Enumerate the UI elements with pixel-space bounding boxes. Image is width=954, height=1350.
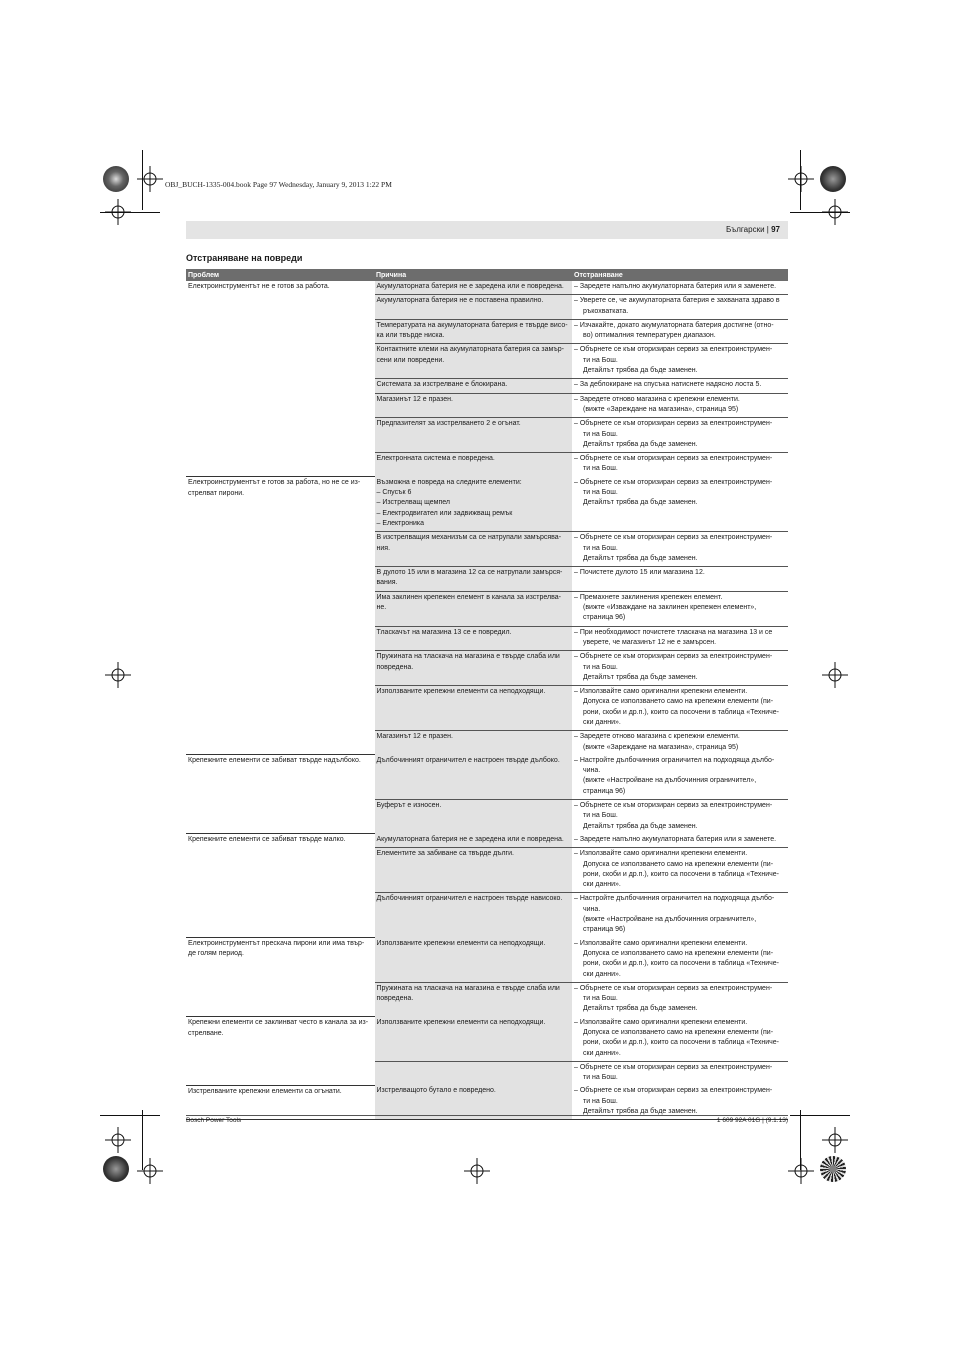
remedy-line: Използвайте само оригинални крепежни елементи. bbox=[579, 688, 748, 696]
remedy-item bbox=[574, 282, 786, 292]
registration-dot-icon bbox=[103, 1156, 129, 1182]
cause-cell bbox=[374, 982, 572, 1016]
remedy-item bbox=[574, 939, 786, 980]
remedy-cell bbox=[572, 418, 788, 453]
problem-cell bbox=[186, 281, 374, 477]
column-header-problem: Проблем bbox=[186, 269, 374, 281]
problem-line: стрелват пирони. bbox=[188, 489, 245, 497]
dash-bullet-icon: – bbox=[574, 688, 580, 696]
remedy-line: страница 96) bbox=[583, 614, 626, 622]
cause-line: Пружината на тласкача на магазина е твърде слаба или bbox=[376, 653, 560, 661]
dash-bullet-icon: – bbox=[574, 653, 580, 661]
registration-dot-icon bbox=[820, 1156, 846, 1182]
cause-line: не. bbox=[376, 604, 387, 612]
cause-cell bbox=[374, 319, 572, 344]
remedy-line: ски данни». bbox=[583, 970, 621, 978]
remedy-line: ти на Бош. bbox=[583, 663, 618, 671]
cause-line: Дълбочинният ограничител е настроен твърде дълбоко. bbox=[376, 756, 560, 764]
footer-doc-number: 1 609 92A 01G | (9.1.13) bbox=[716, 1117, 788, 1124]
cause-cell bbox=[374, 938, 572, 983]
remedy-cell bbox=[572, 393, 788, 418]
remedy-line: чина. bbox=[583, 905, 601, 913]
remedy-line: Детайлът трябва да бъде заменен. bbox=[583, 367, 698, 375]
remedy-item bbox=[574, 593, 786, 624]
dash-bullet-icon: – bbox=[574, 593, 580, 601]
remedy-item bbox=[574, 395, 786, 416]
remedy-line: За деблокиране на спусъка натиснете надясно лоста 5. bbox=[579, 381, 762, 389]
remedy-line: рони, скоби и др.п.), които са посочени в таблица «Техниче- bbox=[583, 708, 779, 716]
remedy-cell bbox=[572, 755, 788, 800]
problem-line: Изстрелваните крепежни елементи са огънати. bbox=[188, 1087, 342, 1095]
remedy-cell bbox=[572, 731, 788, 755]
remedy-line: страница 96) bbox=[583, 926, 626, 934]
cause-cell bbox=[374, 834, 572, 848]
remedy-item bbox=[574, 321, 786, 342]
remedy-line: Обърнете се към оторизиран сервиз за електроинструмен- bbox=[579, 346, 773, 354]
cause-line: повредена. bbox=[376, 663, 414, 671]
dash-bullet-icon: – bbox=[574, 984, 580, 992]
remedy-line: Заредете отново магазина с крепежни елементи. bbox=[579, 733, 740, 741]
remedy-line: Допуска се използването само на крепежни елементи (пи- bbox=[583, 860, 774, 868]
cause-cell bbox=[374, 532, 572, 567]
remedy-line: Детайлът трябва да бъде заменен. bbox=[583, 554, 698, 562]
problem-cell bbox=[186, 938, 374, 1017]
running-header bbox=[186, 221, 788, 239]
remedy-cell bbox=[572, 848, 788, 893]
cause-line: Има заклинен крепежен елемент в канала за изстрелва- bbox=[376, 593, 561, 601]
remedy-line: (вижте «Настройване на дълбочинния ограничител», bbox=[583, 916, 757, 924]
remedy-line: ти на Бош. bbox=[583, 1074, 618, 1082]
dash-bullet-icon: – bbox=[574, 455, 580, 463]
cause-line: Акумулаторната батерия не е заредена или е повредена. bbox=[376, 283, 564, 290]
registration-dot-icon bbox=[820, 166, 846, 192]
column-header-remedy: Отстраняване bbox=[572, 269, 788, 281]
cause-line: – Спусък 6 bbox=[376, 489, 412, 497]
cause-line: Магазинът 12 е празен. bbox=[376, 395, 453, 403]
remedy-item bbox=[574, 628, 786, 649]
cause-cell bbox=[374, 893, 572, 938]
remedy-cell bbox=[572, 800, 788, 834]
crosshair-icon bbox=[103, 1125, 133, 1155]
cause-cell bbox=[374, 626, 572, 651]
remedy-cell bbox=[572, 591, 788, 626]
cause-line: Контактните клеми на акумулаторната батерия са замър- bbox=[376, 346, 564, 354]
remedy-item bbox=[574, 756, 786, 797]
registration-dot-icon bbox=[103, 166, 129, 192]
problem-line: Крепежните елементи се забиват твърде надълбоко. bbox=[188, 757, 361, 765]
header-page-label bbox=[726, 225, 780, 234]
problem-cell bbox=[186, 755, 374, 834]
remedy-cell bbox=[572, 379, 788, 393]
remedy-line: Настройте дълбочинния ограничител на подходяща дълбо- bbox=[579, 895, 775, 903]
remedy-cell bbox=[572, 1061, 788, 1085]
dash-bullet-icon: – bbox=[574, 395, 580, 403]
remedy-line: Изчакайте, докато акумулаторната батерия достигне (отно- bbox=[579, 321, 774, 329]
cause-line: повредена. bbox=[376, 995, 414, 1003]
cause-line: Предпазителят за изстрелването 2 е огънат. bbox=[376, 420, 521, 428]
column-header-cause: Причина bbox=[374, 269, 572, 281]
cause-line: ка или твърде ниска. bbox=[376, 332, 445, 340]
remedy-line: Обърнете се към оторизиран сервиз за електроинструмен- bbox=[579, 478, 773, 486]
remedy-item bbox=[574, 652, 786, 683]
remedy-line: Детайлът трябва да бъде заменен. bbox=[583, 822, 698, 830]
crosshair-icon bbox=[786, 164, 816, 194]
cause-cell bbox=[374, 393, 572, 418]
remedy-line: ти на Бош. bbox=[583, 995, 618, 1003]
remedy-cell bbox=[572, 982, 788, 1016]
crosshair-icon bbox=[103, 197, 133, 227]
cause-cell bbox=[374, 477, 572, 532]
cause-cell bbox=[374, 281, 572, 295]
problem-cell bbox=[186, 477, 374, 755]
remedy-line: рони, скоби и др.п.), които са посочени в таблица «Техниче- bbox=[583, 1039, 779, 1047]
cause-line: – Електродвигател или задвижващ ремък bbox=[376, 509, 513, 517]
cause-line: Изстрелващото бутало е повредено. bbox=[376, 1087, 496, 1095]
cause-cell bbox=[374, 567, 572, 592]
remedy-cell bbox=[572, 295, 788, 320]
remedy-line: Детайлът трябва да бъде заменен. bbox=[583, 499, 698, 507]
footer-brand: Bosch Power Tools bbox=[186, 1117, 242, 1124]
troubleshooting-table bbox=[186, 269, 788, 1120]
cause-line: вания. bbox=[376, 579, 398, 587]
remedy-item bbox=[574, 478, 786, 509]
cause-cell bbox=[374, 731, 572, 755]
dash-bullet-icon: – bbox=[574, 628, 580, 636]
table-row bbox=[186, 1017, 788, 1062]
dash-bullet-icon: – bbox=[574, 283, 580, 290]
cause-line: ния. bbox=[376, 544, 391, 552]
cause-cell bbox=[374, 686, 572, 731]
cause-cell bbox=[374, 344, 572, 379]
crosshair-icon bbox=[820, 197, 850, 227]
section-title: Отстраняване на повреди bbox=[186, 253, 303, 263]
remedy-cell bbox=[572, 319, 788, 344]
remedy-cell bbox=[572, 834, 788, 848]
cause-cell bbox=[374, 755, 572, 800]
crosshair-icon bbox=[820, 1125, 850, 1155]
remedy-line: ти на Бош. bbox=[583, 812, 618, 820]
remedy-line: Заредете отново магазина с крепежни елементи. bbox=[579, 395, 740, 403]
remedy-line: Допуска се използването само на крепежни елементи (пи- bbox=[583, 949, 774, 957]
remedy-line: Детайлът трябва да бъде заменен. bbox=[583, 1005, 698, 1013]
cause-line: сени или повредени. bbox=[376, 356, 445, 364]
dash-bullet-icon: – bbox=[574, 420, 580, 428]
problem-line: Електроинструментът е готов за работа, но не се из- bbox=[188, 479, 361, 487]
remedy-item bbox=[574, 894, 786, 935]
cause-line: Акумулаторната батерия не е поставена правилно. bbox=[376, 297, 544, 305]
remedy-item bbox=[574, 380, 786, 390]
cause-cell bbox=[374, 1061, 572, 1085]
cause-line: В изстрелващия механизъм са се натрупали замърсява- bbox=[376, 534, 562, 542]
dash-bullet-icon: – bbox=[574, 381, 580, 389]
dash-bullet-icon: – bbox=[574, 939, 580, 947]
cause-cell bbox=[374, 295, 572, 320]
cause-cell bbox=[374, 591, 572, 626]
remedy-line: ръкохватката. bbox=[583, 307, 629, 315]
cause-line: Възможна е повреда на следните елементи: bbox=[376, 478, 522, 486]
remedy-cell bbox=[572, 686, 788, 731]
remedy-line: Обърнете се към оторизиран сервиз за електроинструмен- bbox=[579, 802, 773, 810]
remedy-line: ти на Бош. bbox=[583, 356, 618, 364]
table-row bbox=[186, 938, 788, 983]
cause-cell bbox=[374, 379, 572, 393]
crosshair-icon bbox=[462, 1156, 492, 1186]
remedy-cell bbox=[572, 651, 788, 686]
remedy-line: Детайлът трябва да бъде заменен. bbox=[583, 440, 698, 448]
remedy-cell bbox=[572, 1017, 788, 1062]
dash-bullet-icon: – bbox=[574, 756, 580, 764]
crosshair-icon bbox=[135, 1156, 165, 1186]
dash-bullet-icon: – bbox=[574, 346, 580, 354]
remedy-line: Заредете напълно акумулаторната батерия или я заменете. bbox=[579, 283, 777, 290]
remedy-cell bbox=[572, 567, 788, 592]
remedy-line: ски данни». bbox=[583, 881, 621, 889]
table-row bbox=[186, 477, 788, 532]
remedy-item bbox=[574, 984, 786, 1015]
problem-line: де голям период. bbox=[188, 950, 244, 958]
crop-mark bbox=[100, 1115, 160, 1116]
remedy-line: ти на Бош. bbox=[583, 465, 618, 473]
remedy-cell bbox=[572, 477, 788, 532]
cause-line: Пружината на тласкача на магазина е твърде слаба или bbox=[376, 984, 560, 992]
remedy-line: (вижте «Зареждане на магазина», страница 95) bbox=[583, 405, 739, 413]
remedy-line: Обърнете се към оторизиран сервиз за електроинструмен- bbox=[579, 984, 773, 992]
remedy-item bbox=[574, 687, 786, 728]
remedy-line: ти на Бош. bbox=[583, 1097, 618, 1105]
remedy-cell bbox=[572, 453, 788, 477]
file-info-line: OBJ_BUCH-1335-004.book Page 97 Wednesday, January 9, 2013 1:22 PM bbox=[165, 180, 392, 189]
remedy-line: Обърнете се към оторизиран сервиз за електроинструмен- bbox=[579, 1063, 773, 1071]
table-row bbox=[186, 834, 788, 848]
remedy-line: ти на Бош. bbox=[583, 544, 618, 552]
remedy-line: (вижте «Изваждане на заклинен крепежен елемент», bbox=[583, 604, 757, 612]
problem-cell bbox=[186, 1017, 374, 1086]
remedy-line: уверете, че магазинът 12 не е замърсен. bbox=[583, 638, 717, 646]
remedy-item bbox=[574, 419, 786, 450]
remedy-line: При необходимост почистете тласкача на магазина 13 и се bbox=[579, 628, 773, 636]
problem-line: Електроинструментът прескача пирони или има твър- bbox=[188, 940, 365, 948]
dash-bullet-icon: – bbox=[574, 1087, 580, 1095]
dash-bullet-icon: – bbox=[574, 297, 580, 305]
dash-bullet-icon: – bbox=[574, 569, 580, 577]
dash-bullet-icon: – bbox=[574, 534, 580, 542]
cause-line: Тласкачът на магазина 13 се е повредил. bbox=[376, 628, 512, 636]
crosshair-icon bbox=[135, 164, 165, 194]
dash-bullet-icon: – bbox=[574, 1063, 580, 1071]
remedy-line: Обърнете се към оторизиран сервиз за електроинструмен- bbox=[579, 420, 773, 428]
remedy-item bbox=[574, 732, 786, 753]
cause-line: Системата за изстрелване е блокирана. bbox=[376, 381, 508, 389]
remedy-line: рони, скоби и др.п.), които са посочени в таблица «Техниче- bbox=[583, 870, 779, 878]
remedy-line: Заредете напълно акумулаторната батерия или я заменете. bbox=[579, 835, 777, 843]
remedy-item bbox=[574, 1086, 786, 1117]
cause-cell bbox=[374, 418, 572, 453]
remedy-line: во) оптималния температурен диапазон. bbox=[583, 332, 716, 340]
crosshair-icon bbox=[820, 660, 850, 690]
cause-line: Използваните крепежни елементи са неподходящи. bbox=[376, 1018, 546, 1026]
cause-line: Магазинът 12 е празен. bbox=[376, 733, 453, 741]
remedy-item bbox=[574, 296, 786, 317]
crosshair-icon bbox=[786, 1156, 816, 1186]
remedy-line: рони, скоби и др.п.), които са посочени в таблица «Техниче- bbox=[583, 960, 779, 968]
table-body bbox=[186, 281, 788, 1120]
cause-line: – Електроника bbox=[376, 519, 425, 527]
remedy-line: Почистете дулото 15 или магазина 12. bbox=[579, 569, 705, 577]
remedy-line: Използвайте само оригинални крепежни елементи. bbox=[579, 939, 748, 947]
remedy-item bbox=[574, 849, 786, 890]
cause-cell bbox=[374, 848, 572, 893]
cause-cell bbox=[374, 1017, 572, 1062]
remedy-item bbox=[574, 533, 786, 564]
problem-line: Крепежни елементи се заклинват често в канала за из- bbox=[188, 1019, 369, 1027]
remedy-cell bbox=[572, 532, 788, 567]
remedy-item bbox=[574, 801, 786, 832]
dash-bullet-icon: – bbox=[574, 733, 580, 741]
remedy-line: Обърнете се към оторизиран сервиз за електроинструмен- bbox=[579, 534, 773, 542]
header-language: Български bbox=[726, 225, 765, 234]
remedy-line: ски данни». bbox=[583, 718, 621, 726]
cause-line: Температурата на акумулаторната батерия е твърде висо- bbox=[376, 321, 568, 329]
table-row bbox=[186, 755, 788, 800]
cause-cell bbox=[374, 800, 572, 834]
cause-line: Използваните крепежни елементи са неподходящи. bbox=[376, 688, 546, 696]
problem-line: стрелване. bbox=[188, 1029, 224, 1037]
remedy-line: Уверете се, че акумулаторната батерия е захваната здраво в bbox=[579, 297, 780, 305]
dash-bullet-icon: – bbox=[574, 895, 580, 903]
crosshair-icon bbox=[103, 660, 133, 690]
remedy-cell bbox=[572, 938, 788, 983]
cause-line: Акумулаторната батерия не е заредена или е повредена. bbox=[376, 835, 564, 843]
remedy-item bbox=[574, 454, 786, 475]
remedy-line: ти на Бош. bbox=[583, 430, 618, 438]
remedy-cell bbox=[572, 281, 788, 295]
remedy-line: (вижте «Зареждане на магазина», страница 95) bbox=[583, 743, 739, 751]
remedy-line: Детайлът трябва да бъде заменен. bbox=[583, 1108, 698, 1116]
remedy-item bbox=[574, 345, 786, 376]
remedy-line: Използвайте само оригинални крепежни елементи. bbox=[579, 1018, 748, 1026]
header-separator: | bbox=[766, 225, 769, 234]
remedy-cell bbox=[572, 893, 788, 938]
dash-bullet-icon: – bbox=[574, 802, 580, 810]
remedy-item bbox=[574, 1018, 786, 1059]
remedy-line: Обърнете се към оторизиран сервиз за електроинструмен- bbox=[579, 653, 773, 661]
remedy-line: (вижте «Настройване на дълбочинния ограничител», bbox=[583, 777, 757, 785]
cause-line: Използваните крепежни елементи са неподходящи. bbox=[376, 939, 546, 947]
crop-mark bbox=[790, 1115, 850, 1116]
cause-line: Елементите за забиване са твърде дълги. bbox=[376, 850, 514, 858]
remedy-line: ти на Бош. bbox=[583, 489, 618, 497]
dash-bullet-icon: – bbox=[574, 321, 580, 329]
remedy-line: чина. bbox=[583, 767, 601, 775]
problem-cell bbox=[186, 834, 374, 938]
header-page-number: 97 bbox=[771, 225, 780, 234]
dash-bullet-icon: – bbox=[574, 478, 580, 486]
cause-cell bbox=[374, 651, 572, 686]
remedy-line: Обърнете се към оторизиран сервиз за електроинструмен- bbox=[579, 1087, 773, 1095]
dash-bullet-icon: – bbox=[574, 1018, 580, 1026]
table-row bbox=[186, 281, 788, 295]
dash-bullet-icon: – bbox=[574, 850, 580, 858]
footer-rule bbox=[186, 1115, 788, 1116]
remedy-line: Използвайте само оригинални крепежни елементи. bbox=[579, 850, 748, 858]
table-header-row bbox=[186, 269, 788, 281]
remedy-line: Премахнете заклинения крепежен елемент. bbox=[579, 593, 723, 601]
remedy-line: Детайлът трябва да бъде заменен. bbox=[583, 673, 698, 681]
problem-line: Електроинструментът не е готов за работа. bbox=[188, 283, 330, 290]
cause-line: В дулото 15 или в магазина 12 са се натрупали замърся- bbox=[376, 569, 563, 577]
cause-line: – Изстрелващ щемпел bbox=[376, 499, 451, 507]
remedy-line: страница 96) bbox=[583, 787, 626, 795]
remedy-line: Настройте дълбочинния ограничител на подходяща дълбо- bbox=[579, 756, 775, 764]
cause-cell bbox=[374, 453, 572, 477]
remedy-cell bbox=[572, 626, 788, 651]
cause-line: Буферът е износен. bbox=[376, 802, 442, 810]
problem-line: Крепежните елементи се забиват твърде малко. bbox=[188, 836, 346, 844]
remedy-line: Обърнете се към оторизиран сервиз за електроинструмен- bbox=[579, 455, 773, 463]
dash-bullet-icon: – bbox=[574, 835, 580, 843]
remedy-line: Допуска се използването само на крепежни елементи (пи- bbox=[583, 1029, 774, 1036]
remedy-line: ски данни». bbox=[583, 1049, 621, 1057]
remedy-item bbox=[574, 835, 786, 845]
remedy-line: Допуска се използването само на крепежни елементи (пи- bbox=[583, 698, 774, 706]
cause-line: Дълбочинният ограничител е настроен твърде нависоко. bbox=[376, 895, 563, 903]
remedy-item bbox=[574, 1063, 786, 1084]
cause-line: Електронната система е повредена. bbox=[376, 455, 495, 463]
remedy-cell bbox=[572, 344, 788, 379]
remedy-item bbox=[574, 568, 786, 578]
